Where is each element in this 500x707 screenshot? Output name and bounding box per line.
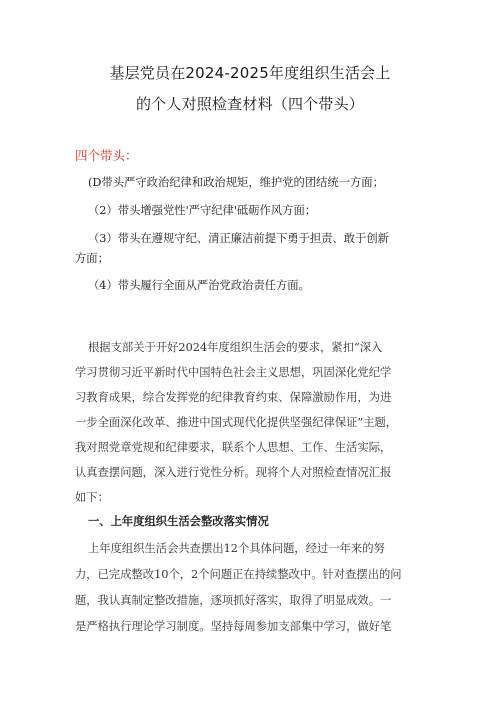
body-line-1: 上年度组织生活会共查摆出12个具体问题，经过一年来的努	[88, 542, 385, 555]
body-line-2: 力，已完成整改10个，2个问题正在持续整改中。针对查摆出的问	[75, 568, 402, 581]
intro-line-4: 一步全面深化改革、推进中国式现代化提供坚强纪律保证”主题，	[75, 416, 398, 429]
body-line-4: 是严格执行理论学习制度。坚持每周参加支部集中学习，做好笔	[75, 620, 392, 633]
body-line-3: 题，我认真制定整改措施，逐项抓好落实，取得了明显成效。一	[75, 594, 392, 607]
lead-item-3-continued: 方面；	[75, 252, 109, 265]
intro-line-3: 习教育成果，综合发挥党的纪律教育约束、保障激励作用，为进	[75, 391, 392, 404]
lead-item-3: （3）带头在遵规守纪、清正廉洁前提下勇于担责、敢于创新	[88, 232, 389, 245]
intro-line-6: 认真查摆问题，深入进行党性分析。现将个人对照检查情况汇报	[75, 466, 392, 479]
section-heading-1: 一、上年度组织生活会整改落实情况	[88, 515, 269, 528]
document-title-line-2: 的个人对照检查材料（四个带头）	[135, 95, 364, 113]
section-label-four-leads: 四个带头：	[75, 148, 138, 163]
intro-line-5: 我对照党章党规和纪律要求，联系个人思想、工作、生活实际，	[75, 441, 392, 454]
lead-item-2: （2）带头增强党性'严守纪律'砥砺作风方面；	[88, 204, 317, 217]
intro-line-2: 学习贯彻习近平新时代中国特色社会主义思想，巩固深化党纪学	[75, 366, 392, 379]
lead-item-1: (D带头严守政治纪律和政治规矩，维护党的团结统一方面；	[88, 176, 384, 189]
lead-item-4: （4）带头履行全面从严治党政治责任方面。	[88, 279, 310, 292]
intro-line-7: 如下：	[75, 491, 109, 504]
intro-line-1: 根据支部关于开好2024年度组织生活会的要求，紧扣“深入	[88, 341, 383, 354]
document-title-line-1: 基层党员在2024-2025年度组织生活会上	[109, 64, 391, 82]
